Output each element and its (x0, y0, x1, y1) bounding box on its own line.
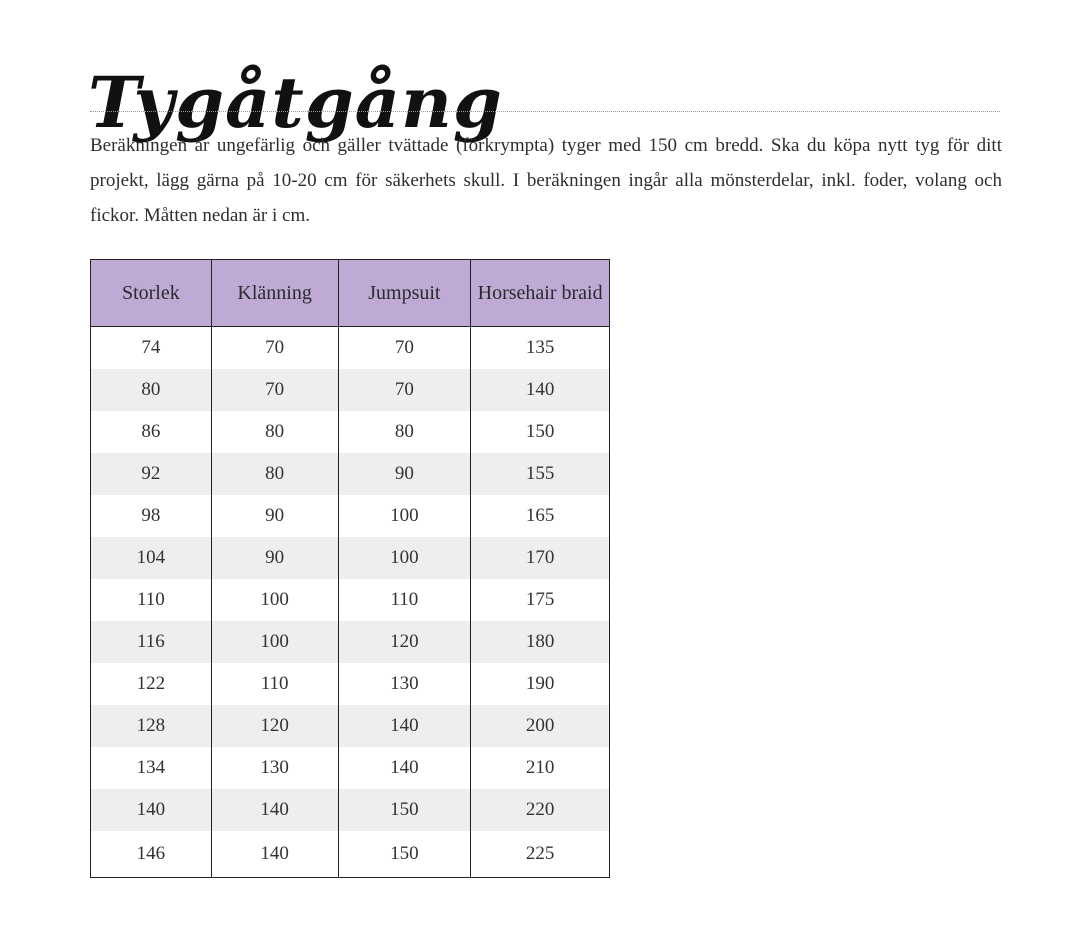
cell-jumpsuit: 130 (338, 663, 471, 705)
cell-dress: 80 (211, 453, 338, 495)
cell-size: 98 (91, 495, 212, 537)
table-row (91, 747, 610, 789)
cell-jumpsuit: 100 (338, 495, 471, 537)
cell-horsehair-braid: 190 (471, 663, 610, 705)
cell-size: 134 (91, 747, 212, 789)
cell-jumpsuit: 150 (338, 831, 471, 878)
cell-dress: 120 (211, 705, 338, 747)
cell-jumpsuit: 70 (338, 327, 471, 370)
cell-dress: 130 (211, 747, 338, 789)
table-row (91, 789, 610, 831)
table-row (91, 495, 610, 537)
fabric-yardage-table (90, 259, 610, 878)
table-row (91, 579, 610, 621)
cell-jumpsuit: 80 (338, 411, 471, 453)
cell-size: 110 (91, 579, 212, 621)
cell-horsehair-braid: 200 (471, 705, 610, 747)
title-divider (90, 111, 1000, 112)
table-row (91, 411, 610, 453)
cell-dress: 80 (211, 411, 338, 453)
cell-jumpsuit: 140 (338, 747, 471, 789)
cell-size: 74 (91, 327, 212, 370)
cell-horsehair-braid: 135 (471, 327, 610, 370)
cell-horsehair-braid: 225 (471, 831, 610, 878)
cell-dress: 140 (211, 831, 338, 878)
cell-horsehair-braid: 140 (471, 369, 610, 411)
cell-size: 140 (91, 789, 212, 831)
cell-dress: 100 (211, 579, 338, 621)
cell-size: 92 (91, 453, 212, 495)
cell-dress: 90 (211, 537, 338, 579)
page-title: Tygåtgång (88, 60, 503, 144)
cell-size: 86 (91, 411, 212, 453)
cell-size: 116 (91, 621, 212, 663)
cell-jumpsuit: 90 (338, 453, 471, 495)
cell-jumpsuit: 120 (338, 621, 471, 663)
table-row (91, 831, 610, 878)
cell-size: 128 (91, 705, 212, 747)
cell-size: 122 (91, 663, 212, 705)
cell-jumpsuit: 150 (338, 789, 471, 831)
header-size: Storlek (91, 260, 212, 327)
table-row (91, 621, 610, 663)
cell-dress: 70 (211, 369, 338, 411)
cell-dress: 100 (211, 621, 338, 663)
cell-dress: 110 (211, 663, 338, 705)
table-body (91, 327, 610, 878)
cell-horsehair-braid: 175 (471, 579, 610, 621)
table-row (91, 705, 610, 747)
cell-horsehair-braid: 155 (471, 453, 610, 495)
cell-jumpsuit: 110 (338, 579, 471, 621)
cell-horsehair-braid: 180 (471, 621, 610, 663)
cell-dress: 90 (211, 495, 338, 537)
cell-jumpsuit: 100 (338, 537, 471, 579)
cell-size: 80 (91, 369, 212, 411)
header-horsehair-braid: Horsehair braid (471, 260, 610, 327)
intro-paragraph: Beräkningen är ungefärlig och gäller tvättade (förkrympta) tyger med 150 cm bredd. Ska du köpa nytt tyg för ditt projekt, lägg gärna på 10-20 cm för säkerhets skull. I beräkningen ingår alla mönsterdelar, inkl. foder, volang och fickor. Måtten nedan är i cm. (90, 135, 1002, 226)
cell-horsehair-braid: 150 (471, 411, 610, 453)
table-row (91, 369, 610, 411)
cell-jumpsuit: 70 (338, 369, 471, 411)
cell-size: 146 (91, 831, 212, 878)
cell-horsehair-braid: 170 (471, 537, 610, 579)
cell-size: 104 (91, 537, 212, 579)
table-row (91, 327, 610, 370)
cell-horsehair-braid: 165 (471, 495, 610, 537)
table-row (91, 453, 610, 495)
table-row (91, 537, 610, 579)
table-row (91, 663, 610, 705)
cell-dress: 140 (211, 789, 338, 831)
table-header-row (91, 260, 610, 327)
cell-dress: 70 (211, 327, 338, 370)
cell-jumpsuit: 140 (338, 705, 471, 747)
header-jumpsuit: Jumpsuit (338, 260, 471, 327)
cell-horsehair-braid: 210 (471, 747, 610, 789)
cell-horsehair-braid: 220 (471, 789, 610, 831)
header-dress: Klänning (211, 260, 338, 327)
